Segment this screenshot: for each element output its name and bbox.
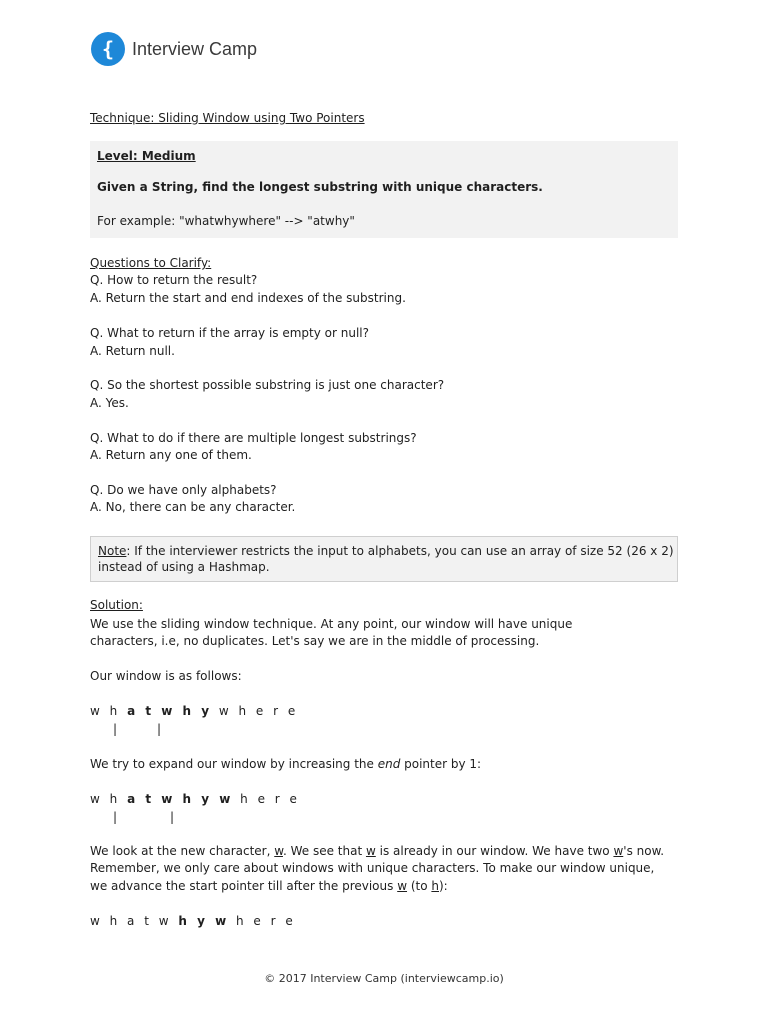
question: Q. Do we have only alphabets?	[90, 483, 277, 497]
note-text: : If the interviewer restricts the input to alphabets, you can use an array of size 52 (26 x 2)	[126, 544, 674, 558]
explain-line-2: Remember, we only care about windows with unique characters. To make our window unique,	[90, 861, 655, 875]
answer: A. No, there can be any character.	[90, 500, 296, 514]
logo	[91, 32, 257, 66]
answer: A. Return any one of them.	[90, 448, 252, 462]
note-line-2: instead of using a Hashmap.	[98, 560, 270, 574]
window-sequence-1: w h a t w h y w h e r e	[90, 704, 299, 718]
end-pointer: |	[157, 722, 162, 736]
solution-paragraph: characters, i.e, no duplicates. Let's say we are in the middle of processing.	[90, 634, 540, 648]
window-sequence-2: w h a t w h y w h e r e	[90, 792, 300, 806]
start-pointer: |	[113, 810, 118, 824]
level-label: Level: Medium	[97, 149, 196, 163]
note-box	[90, 536, 678, 582]
question: Q. What to do if there are multiple longest substrings?	[90, 431, 417, 445]
solution-paragraph: We use the sliding window technique. At any point, our window will have unique	[90, 617, 573, 631]
footer: © 2017 Interview Camp (interviewcamp.io)	[264, 972, 504, 985]
answer: A. Yes.	[90, 396, 129, 410]
problem-statement: Given a String, find the longest substring with unique characters.	[97, 180, 543, 194]
question: Q. What to return if the array is empty or null?	[90, 326, 369, 340]
explain-line-1: We look at the new character, w. We see that w is already in our window. We have two w's now.	[90, 844, 665, 858]
window-intro: Our window is as follows:	[90, 669, 242, 683]
note-label: Note	[98, 544, 127, 558]
window-sequence-3: w h a t w h y w h e r e	[90, 914, 296, 928]
end-pointer: |	[170, 810, 175, 824]
logo-text: Interview Camp	[132, 38, 258, 59]
solution-heading: Solution:	[90, 598, 143, 612]
problem-box	[90, 141, 678, 238]
explain-line-3: we advance the start pointer till after the previous w (to h):	[90, 879, 448, 893]
problem-example: For example: "whatwhywhere" --> "atwhy"	[97, 214, 355, 228]
question: Q. How to return the result?	[90, 273, 258, 287]
note-line-1	[98, 543, 674, 560]
question: Q. So the shortest possible substring is just one character?	[90, 378, 445, 392]
start-pointer: |	[113, 722, 118, 736]
answer: A. Return null.	[90, 344, 175, 358]
expand-paragraph: We try to expand our window by increasing the end pointer by 1:	[90, 757, 482, 771]
technique-title: Technique: Sliding Window using Two Pointers	[90, 111, 365, 125]
answer: A. Return the start and end indexes of the substring.	[90, 291, 406, 305]
questions-heading: Questions to Clarify:	[90, 256, 212, 270]
brace-icon: {	[91, 32, 125, 66]
